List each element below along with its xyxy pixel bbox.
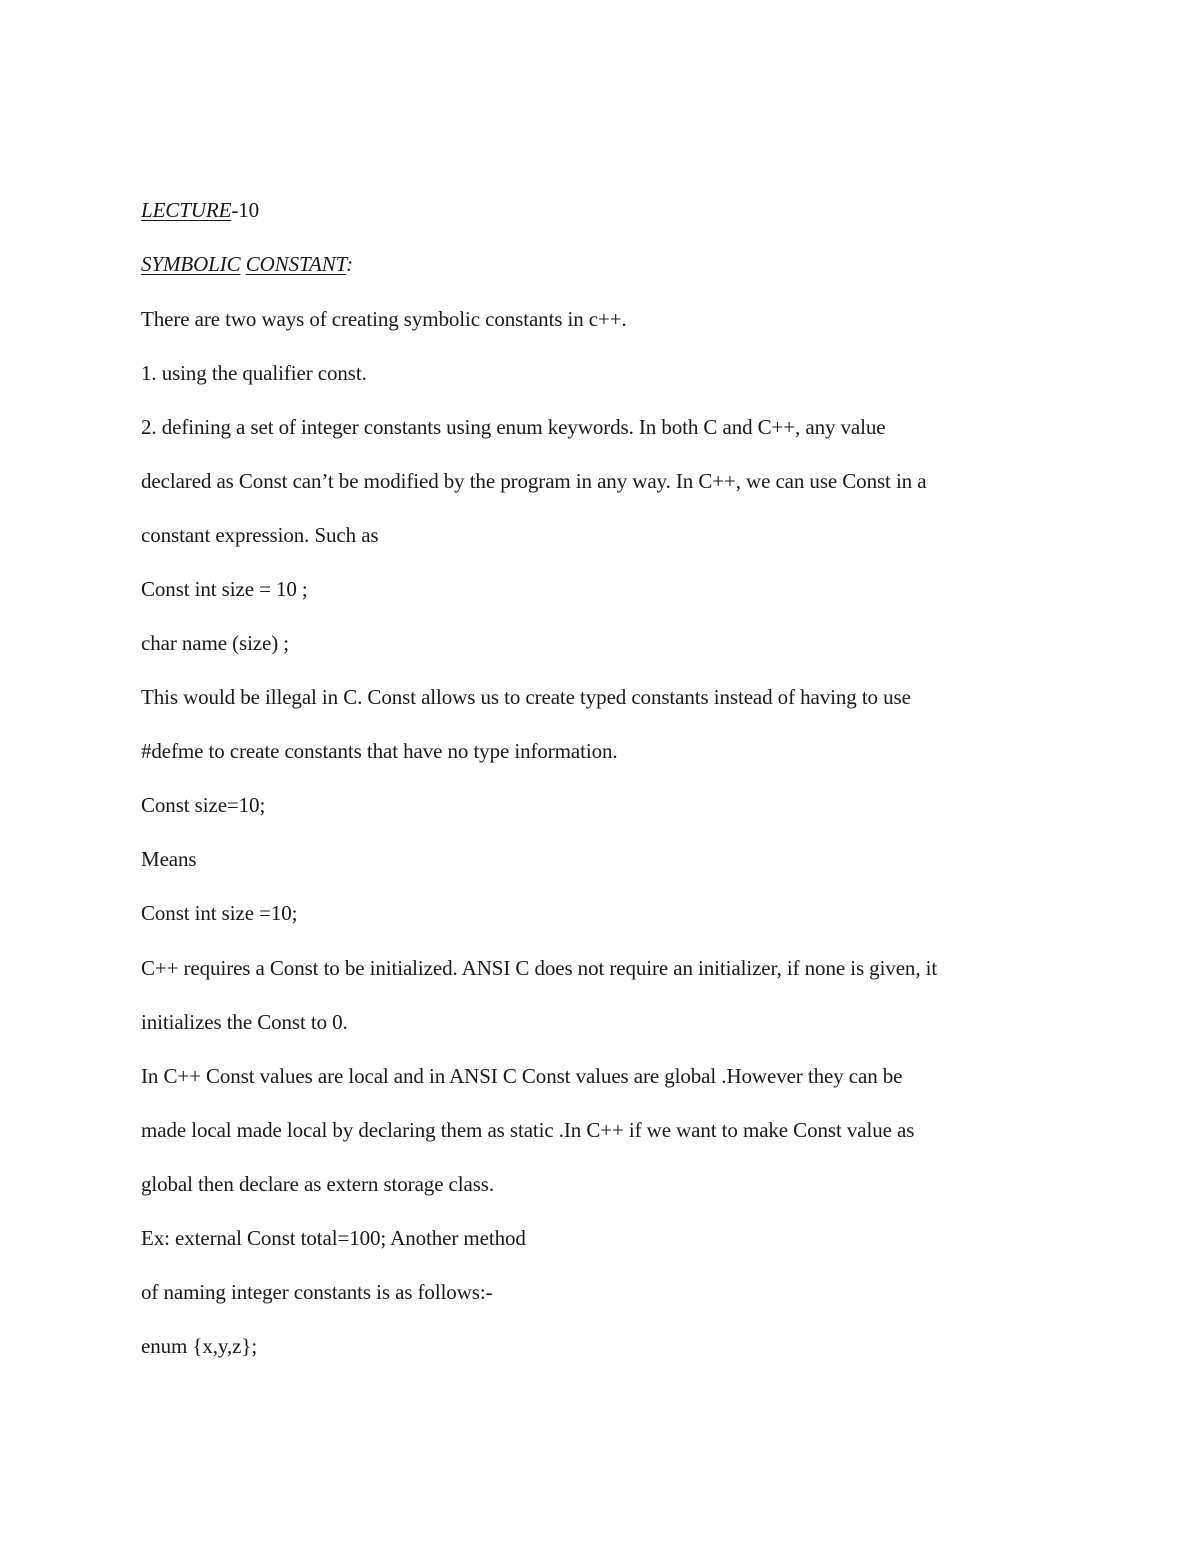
intro-line: There are two ways of creating symbolic constants in c++. bbox=[141, 307, 627, 331]
section-heading-colon: : bbox=[346, 252, 353, 276]
code-line: Const int size =10; bbox=[141, 901, 298, 925]
section-heading-word1: SYMBOLIC bbox=[141, 252, 241, 276]
lecture-heading-number: -10 bbox=[231, 198, 260, 222]
paragraph-line: In C++ Const values are local and in ANSI C Const values are global .However they can be bbox=[141, 1064, 903, 1088]
paragraph-line: global then declare as extern storage class. bbox=[141, 1172, 495, 1196]
section-heading bbox=[141, 250, 353, 278]
paragraph-line: Ex: external Const total=100; Another method bbox=[141, 1226, 526, 1250]
code-line: enum {x,y,z}; bbox=[141, 1334, 258, 1358]
paragraph-line: Means bbox=[141, 847, 197, 871]
paragraph-line: This would be illegal in C. Const allows us to create typed constants instead of having to use bbox=[141, 685, 911, 709]
paragraph-line: #defme to create constants that have no type information. bbox=[141, 739, 618, 763]
paragraph-line: of naming integer constants is as follows:- bbox=[141, 1280, 493, 1304]
lecture-heading-label: LECTURE bbox=[141, 198, 232, 222]
code-line: Const size=10; bbox=[141, 793, 266, 817]
paragraph-line: constant expression. Such as bbox=[141, 523, 379, 547]
list-item-1: 1. using the qualifier const. bbox=[141, 361, 367, 385]
list-item-2: 2. defining a set of integer constants using enum keywords. In both C and C++, any value bbox=[141, 415, 886, 439]
paragraph-line: declared as Const can’t be modified by the program in any way. In C++, we can use Const in a bbox=[141, 469, 927, 493]
paragraph-line: made local made local by declaring them as static .In C++ if we want to make Const value as bbox=[141, 1118, 915, 1142]
paragraph-line: initializes the Const to 0. bbox=[141, 1010, 348, 1034]
code-line: Const int size = 10 ; bbox=[141, 577, 308, 601]
paragraph-line: C++ requires a Const to be initialized. ANSI C does not require an initializer, if none is given, it bbox=[141, 956, 938, 980]
section-heading-word2: CONSTANT bbox=[245, 252, 347, 276]
lecture-heading bbox=[141, 196, 259, 224]
code-line: char name (size) ; bbox=[141, 631, 290, 655]
